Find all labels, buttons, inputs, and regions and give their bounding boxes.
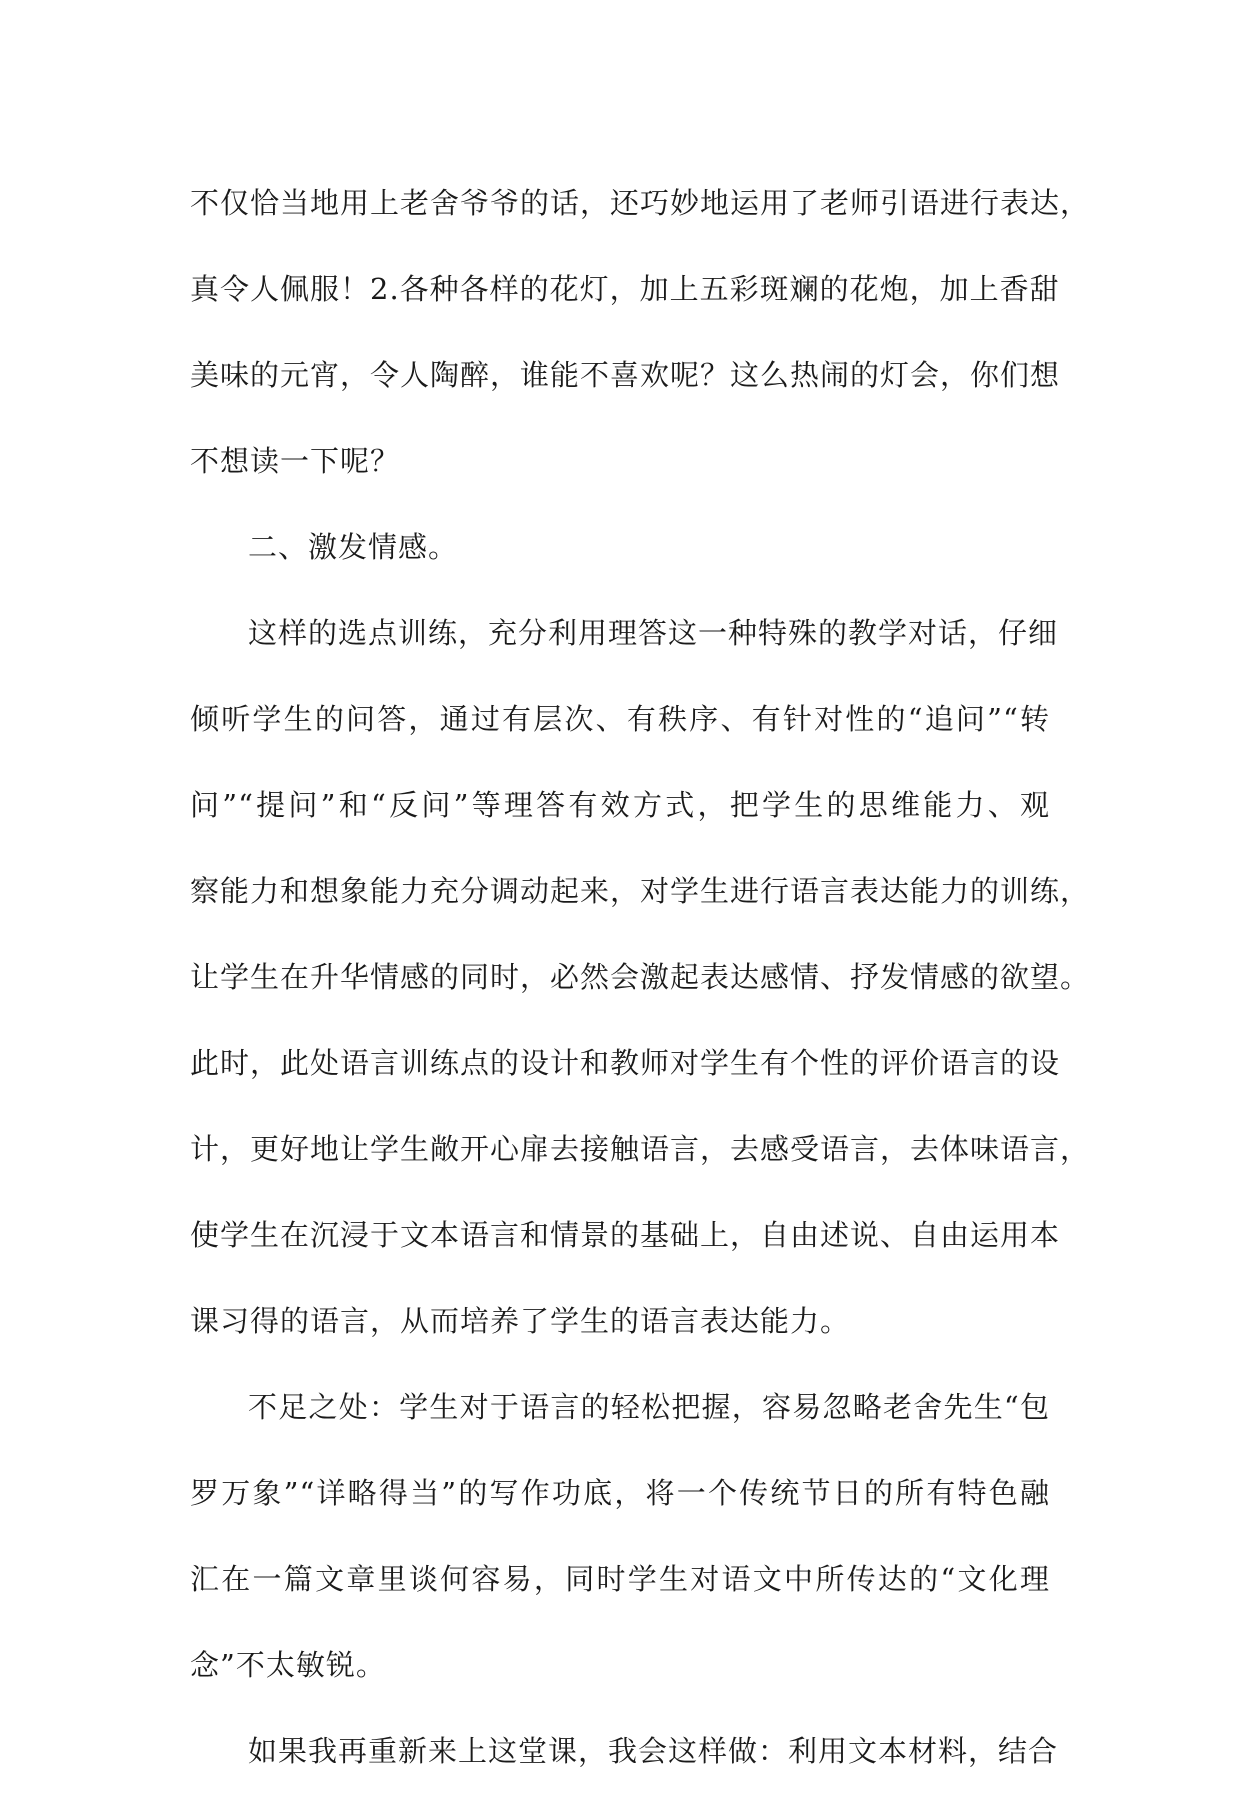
text-line: 罗万象”“详略得当”的写作功底，将一个传统节日的所有特色融: [190, 1476, 1050, 1510]
text-line: 美味的元宵，令人陶醉，谁能不喜欢呢？这么热闹的灯会，你们想: [190, 358, 1061, 392]
text-line: 如果我再重新来上这堂课，我会这样做：利用文本材料，结合: [248, 1734, 1059, 1768]
text-line: 问”“提问”和“反问”等理答有效方式，把学生的思维能力、观: [190, 788, 1050, 822]
text-line: 念”不太敏锐。: [190, 1648, 386, 1682]
text-line: 这样的选点训练，充分利用理答这一种特殊的教学对话，仔细: [248, 616, 1059, 650]
text-line: 察能力和想象能力充分调动起来，对学生进行语言表达能力的训练，: [190, 874, 1091, 908]
text-line: 汇在一篇文章里谈何容易，同时学生对语文中所传达的“文化理: [190, 1562, 1050, 1596]
text-line: 让学生在升华情感的同时，必然会激起表达感情、抒发情感的欲望。: [190, 960, 1091, 994]
text-line: 使学生在沉浸于文本语言和情景的基础上，自由述说、自由运用本: [190, 1218, 1061, 1252]
text-line: 不仅恰当地用上老舍爷爷的话，还巧妙地运用了老师引语进行表达，: [190, 186, 1091, 220]
text-line: 不想读一下呢？: [190, 444, 401, 478]
document-body: [190, 160, 1091, 1794]
text-line: 此时，此处语言训练点的设计和教师对学生有个性的评价语言的设: [190, 1046, 1061, 1080]
text-line: 真令人佩服！2.各种各样的花灯，加上五彩斑斓的花炮，加上香甜: [190, 272, 1060, 306]
text-line: 课习得的语言，从而培养了学生的语言表达能力。: [190, 1304, 851, 1338]
text-line: 不足之处：学生对于语言的轻松把握，容易忽略老舍先生“包: [248, 1390, 1050, 1424]
text-line: 倾听学生的问答，通过有层次、有秩序、有针对性的“追问”“转: [190, 702, 1050, 736]
text-line: 计，更好地让学生敞开心扉去接触语言，去感受语言，去体味语言，: [190, 1132, 1091, 1166]
section-heading: 二、激发情感。: [248, 530, 459, 564]
